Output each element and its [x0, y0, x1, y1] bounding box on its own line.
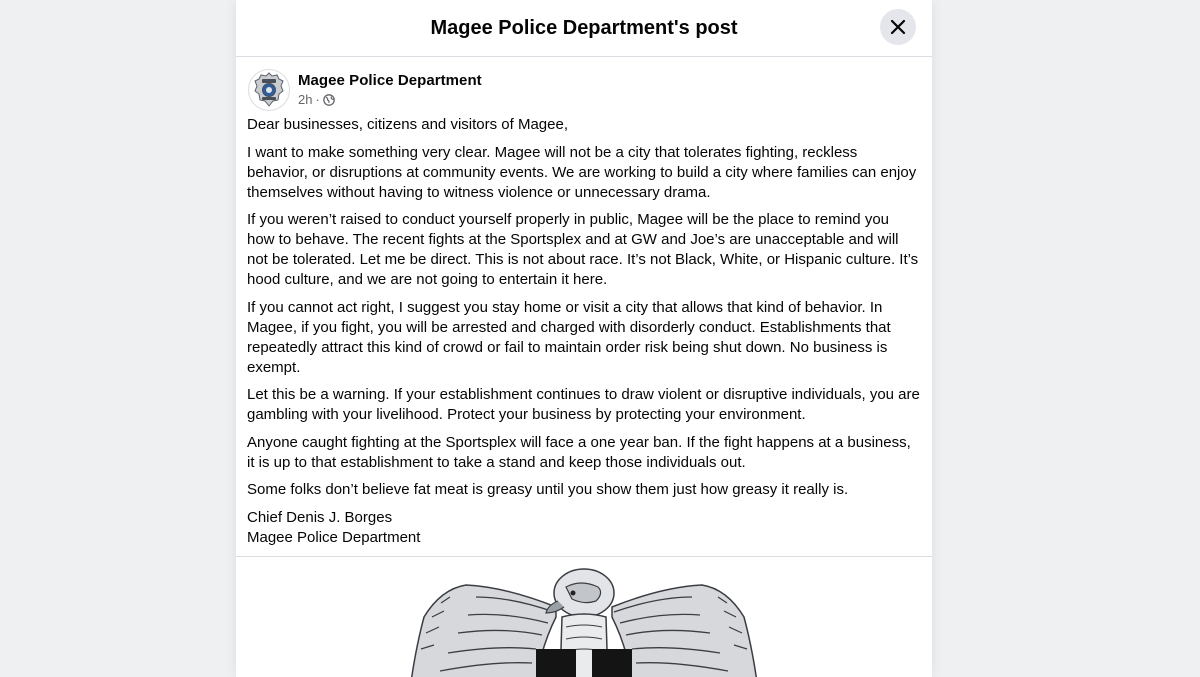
close-button[interactable]	[880, 9, 916, 45]
eagle-badge-image	[236, 557, 932, 677]
author-name[interactable]: Magee Police Department	[298, 72, 482, 89]
modal-title: Magee Police Department's post	[430, 16, 738, 39]
post-paragraph: Let this be a warning. If your establishment continues to draw violent or disruptive individuals, you are gambling with your livelihood. Protect your business by protecting your environment.	[247, 386, 920, 423]
close-icon	[890, 19, 906, 35]
post-meta	[298, 91, 482, 109]
post-image[interactable]	[236, 557, 932, 677]
modal-header	[236, 0, 932, 57]
post-paragraph: Some folks don’t believe fat meat is greasy until you show them just how greasy it really is.	[247, 481, 849, 498]
post-paragraph: If you cannot act right, I suggest you stay home or visit a city that allows that kind of behavior. In Magee, if you fight, you will be arrested and charged with disorderly conduct. Establishments that repeatedly attract this kind of crowd or fail to maintain order risk being shut down. No business is exempt.	[247, 298, 891, 376]
post-header	[236, 57, 932, 111]
signature-name: Chief Denis J. Borges	[247, 508, 393, 526]
post-body	[236, 111, 932, 548]
signature	[247, 508, 920, 548]
post-modal	[236, 0, 932, 677]
post-paragraph: If you weren’t raised to conduct yourself properly in public, Magee will be the place to remind you how to behave. The recent fights at the Sportsplex and at GW and Joe’s are unacceptable and will not be tolerated. Let me be direct. This is not about race. It’s not Black, White, or Hispanic culture. It’s hood culture, and we are not going to entertain it here.	[247, 211, 919, 288]
avatar[interactable]	[248, 69, 290, 111]
police-badge-icon	[253, 72, 285, 108]
meta-separator: ·	[315, 92, 320, 107]
globe-icon[interactable]	[323, 94, 335, 106]
post-paragraph: Anyone caught fighting at the Sportsplex will face a one year ban. If the fight happens at a business, it is up to that establishment to take a stand and keep those individuals out.	[247, 433, 911, 471]
post-paragraph: I want to make something very clear. Magee will not be a city that tolerates fighting, reckless behavior, or disruptions at community events. We are working to build a city where families can enjoy themselves without having to witness violence or unnecessary drama.	[247, 143, 917, 201]
post-paragraph: Dear businesses, citizens and visitors of Magee,	[247, 116, 568, 133]
signature-org: Magee Police Department	[247, 528, 421, 546]
author-block	[298, 71, 482, 109]
post-time[interactable]: 2h	[298, 92, 313, 107]
